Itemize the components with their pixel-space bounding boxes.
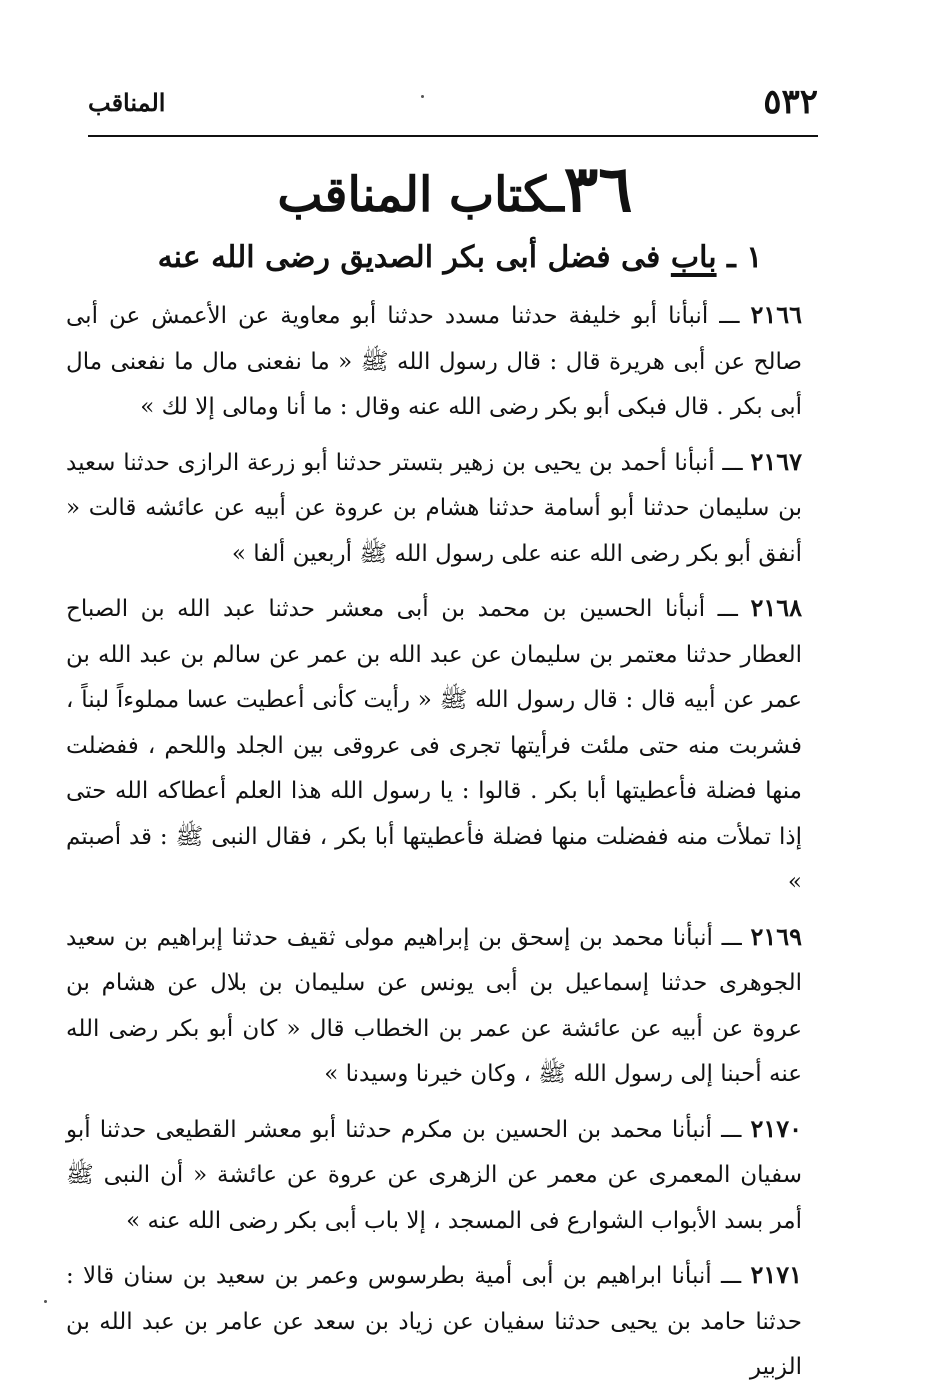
page-number: ٥٣٢	[763, 82, 818, 122]
hadith-number: ٢١٦٩	[750, 921, 803, 951]
hadith-number: ٢١٧١	[750, 1260, 803, 1289]
hadith-number: ٢١٧٠	[750, 1113, 802, 1143]
book-title	[80, 152, 830, 233]
hadith-text: ـــ أنبأنا محمد بن إسحق بن إبراهيم مولى ثقيف حدثنا إبراهيم بن سعيد الجوهرى حدثنا إسماعيل بن أبى يونس عن سليمان بن بلال عن هشام بن عروة عن أبيه عن عائشة عن عمر بن الخطاب قال « كان أبو بكر رضى الله عنه أحبنا إلى رسول الله ﷺ ، وكان خيرنا وسيدنا »	[66, 924, 802, 1087]
chapter-number: ١ ـ	[727, 240, 763, 275]
hadith-number: ٢١٦٦	[750, 300, 803, 329]
chapter-bab-label: باب	[670, 240, 717, 275]
hadith-number: ٢١٦٨	[750, 593, 802, 622]
chapter-heading	[100, 236, 820, 280]
hadith-list	[66, 292, 802, 1399]
hadith-text: ـــ أنبأنا ابراهيم بن أبى أمية بطرسوس وعمر بن سعيد بن سنان قالا : حدثنا حامد بن يحيى حدثنا سفيان عن زياد بن سعد عن عامر بن عبد الله بن الزبير	[66, 1263, 802, 1380]
scan-speck	[44, 1300, 47, 1303]
hadith-paragraph	[66, 1106, 802, 1245]
chapter-title-text: فى فضل أبى بكر الصديق رضى الله عنه	[157, 240, 661, 275]
hadith-text: ـــ أنبأنا أحمد بن يحيى بن زهير بتستر حدثنا أبو زرعة الرازى حدثنا سعيد بن سليمان حدثنا أبو أسامة حدثنا هشام بن عروة عن أبيه عن عائشه قالت « أنفق أبو بكر رضى الله عنه على رسول الله ﷺ أربعين ألفا »	[66, 449, 802, 567]
running-title: المناقب	[88, 88, 166, 117]
book-number: ٣٦	[563, 152, 633, 227]
page-header	[88, 82, 818, 132]
book-title-text: ـكتاب المناقب	[277, 167, 564, 223]
hadith-paragraph	[66, 439, 802, 578]
hadith-text: ـــ أنبأنا أبو خليفة حدثنا مسدد حدثنا أبو معاوية عن الأعمش عن أبى صالح عن أبى هريرة قال : قال رسول الله ﷺ « ما نفعنى مال ما نفعنى مال أبى بكر . قال فبكى أبو بكر رضى الله عنه وقال : ما أنا ومالى إلا لك »	[66, 303, 802, 420]
header-divider	[88, 135, 818, 137]
hadith-text: ـــ أنبأنا الحسين بن محمد بن أبى معشر حدثنا عبد الله بن الصباح العطار حدثنا معتمر بن سليمان عن عبد الله بن عمر عن سالم بن عبد الله بن عمر عن أبيه قال : قال رسول الله ﷺ « رأيت كأنى أعطيت عسا مملوءاً لبناً ، فشربت منه حتى ملئت فرأيتها تجرى فى عروقى بين الجلد واللحم ، ففضلت منها فضلة فأعطيتها أبا بكر . قالوا : يا رسول الله هذا العلم أعطاكه الله حتى إذا تملأت منه ففضلت منها فضلة فأعطيتها أبا بكر ، فقال النبى ﷺ : قد أصبتم »	[66, 596, 802, 895]
hadith-number: ٢١٦٧	[750, 446, 802, 476]
hadith-paragraph	[66, 585, 802, 906]
hadith-paragraph	[66, 1252, 802, 1391]
hadith-paragraph	[66, 292, 802, 431]
hadith-paragraph	[66, 914, 802, 1098]
hadith-text: ـــ أنبأنا محمد بن الحسين بن مكرم حدثنا أبو معشر القطيعى حدثنا أبو سفيان المعمرى عن معمر عن الزهرى عن عروة عن عائشة « أن النبى ﷺ أمر بسد الأبواب الشوارع فى المسجد ، إلا باب أبى بكر رضى الله عنه »	[66, 1116, 802, 1234]
